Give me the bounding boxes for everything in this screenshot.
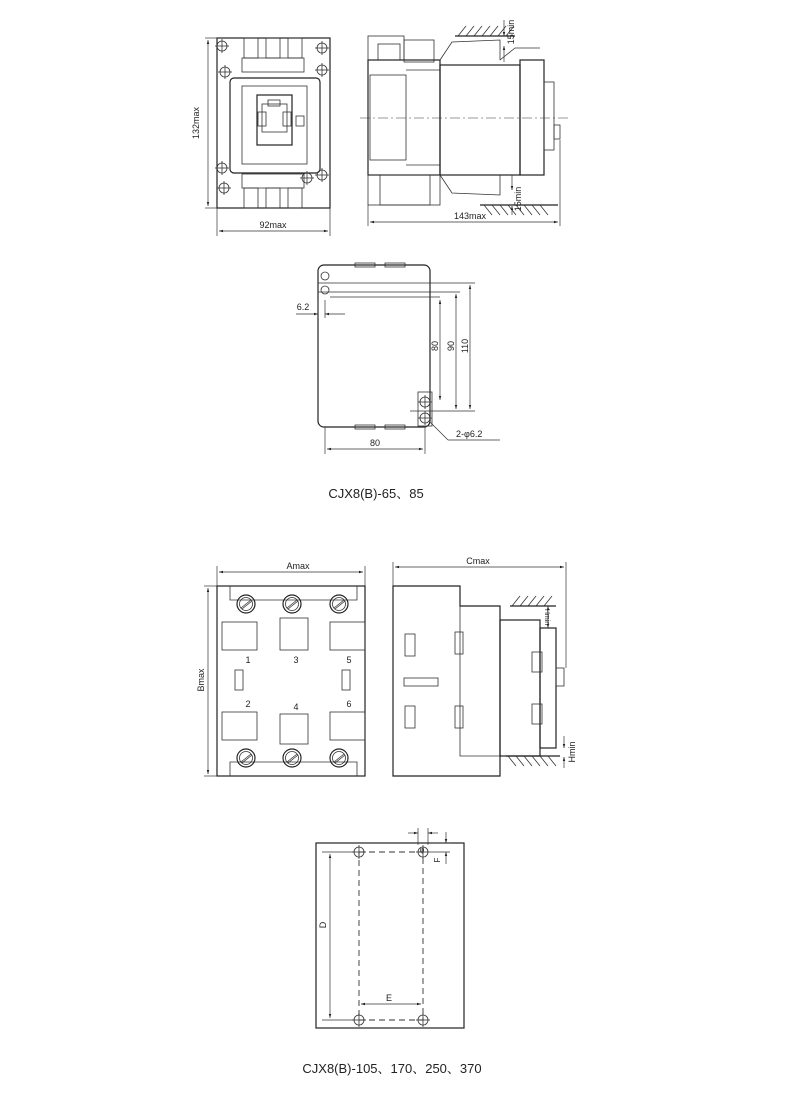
lower-mounting-height-label: D	[318, 921, 328, 929]
upper-mounting-80: 80	[430, 340, 440, 352]
upper-mounting-holes: 2-φ6.2	[456, 429, 483, 439]
upper-front-height-label: 132max	[191, 106, 201, 140]
terminal-1: 1	[245, 655, 251, 665]
lower-mounting-offset-label: F	[433, 857, 442, 863]
lower-mounting-width-label: E	[385, 993, 393, 1003]
upper-mounting-110: 110	[460, 338, 470, 354]
lower-front-height-label: Bmax	[196, 668, 206, 692]
upper-side-clearance-bottom: 15min	[513, 186, 523, 212]
lower-side-clearance-bottom: Hmin	[567, 741, 577, 763]
lower-side-clearance-top: Hmin	[543, 608, 550, 626]
upper-mounting-offset: 6.2	[296, 302, 310, 312]
terminal-6: 6	[346, 699, 352, 709]
lower-front-view	[196, 561, 365, 776]
upper-front-view	[191, 38, 330, 236]
upper-side-view	[360, 20, 570, 226]
caption-cjx8-105-370: CJX8(B)-105、170、250、370	[302, 1061, 482, 1076]
caption-cjx8-65-85: CJX8(B)-65、85	[328, 486, 424, 501]
lower-mounting-plate	[316, 828, 464, 1028]
lower-side-view	[393, 556, 577, 776]
lower-side-depth-label: Cmax	[466, 556, 490, 566]
upper-mounting-90: 90	[446, 340, 456, 352]
lower-front-width-label: Amax	[286, 561, 310, 571]
terminal-4: 4	[293, 702, 299, 712]
upper-mounting-plate	[296, 263, 500, 454]
upper-side-clearance-top: 15min	[506, 19, 516, 45]
terminal-2: 2	[245, 699, 251, 709]
terminal-5: 5	[346, 655, 352, 665]
terminal-3: 3	[293, 655, 299, 665]
upper-front-width-label: 92max	[259, 220, 287, 230]
lower-mounting-hole-label: φ	[419, 847, 425, 854]
upper-side-depth-label: 143max	[453, 211, 487, 221]
upper-mounting-width: 80	[369, 438, 381, 448]
